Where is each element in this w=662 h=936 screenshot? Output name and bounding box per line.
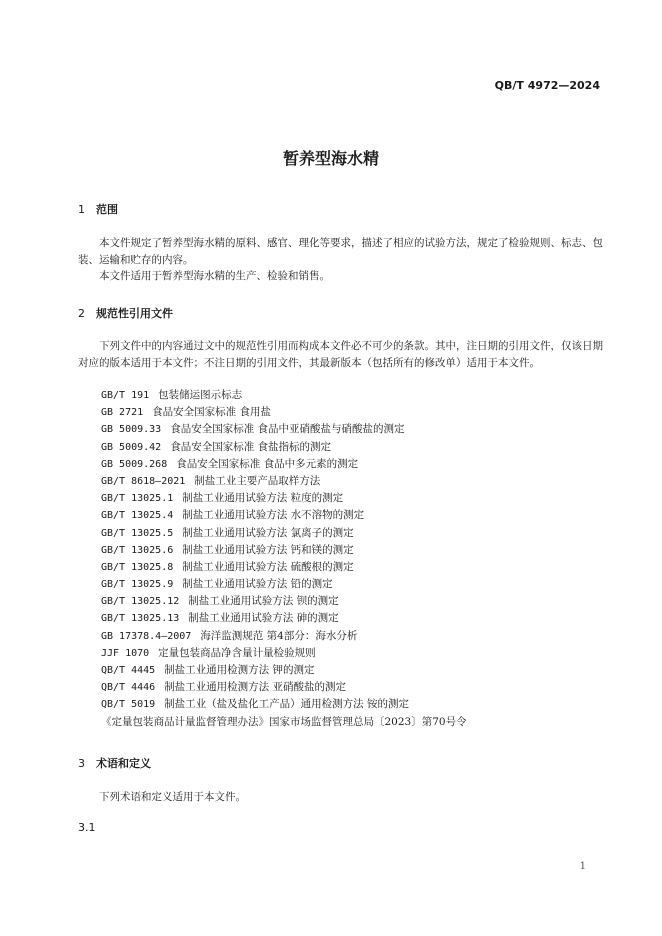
section-heading-normative-references (78, 305, 173, 321)
reference-title: 制盐工业通用试验方法 水不溶物的测定 (182, 509, 365, 522)
section-title: 范围 (96, 203, 118, 216)
reference-code: GB/T 13025.9 (101, 579, 174, 591)
reference-title: 制盐工业通用检测方法 钾的测定 (164, 664, 315, 676)
reference-title: 制盐工业主要产品取样方法 (194, 474, 321, 487)
reference-item (101, 679, 467, 696)
reference-code: GB 2721 (101, 407, 144, 419)
reference-item (101, 387, 467, 404)
reference-code: GB/T 13025.8 (101, 561, 174, 573)
reference-title: 食品安全国家标准 食品中亚硝酸盐与硝酸盐的测定 (170, 423, 405, 436)
section-heading-scope (78, 201, 118, 217)
section-title: 术语和定义 (96, 757, 151, 770)
reference-title: 海洋监测规范 第4部分：海水分析 (200, 629, 358, 642)
reference-title: 制盐工业通用试验方法 砷的测定 (188, 612, 339, 625)
reference-code: JJF 1070 (101, 647, 150, 659)
reference-code: GB/T 13025.4 (101, 510, 174, 522)
standard-number: QB/T 4972—2024 (494, 79, 600, 92)
section-title: 规范性引用文件 (96, 307, 173, 320)
paragraph: 下列文件中的内容通过文中的规范性引用而构成本文件必不可少的条款。其中，注日期的引用文件，仅该日期对应的版本适用于本文件；不注日期的引用文件，其最新版本（包括所有的修改单）适用于本文件。 (78, 340, 603, 369)
reference-title: 制盐工业通用试验方法 氯离子的测定 (182, 526, 354, 539)
reference-item (101, 662, 467, 679)
reference-code: GB/T 8618—2021 (101, 475, 186, 487)
reference-item (101, 507, 467, 524)
reference-title: 制盐工业通用试验方法 钙和镁的测定 (182, 543, 354, 556)
reference-code: GB/T 191 (101, 390, 150, 401)
reference-item (101, 559, 467, 576)
reference-item (101, 404, 467, 421)
page-number: 1 (579, 861, 586, 872)
reference-title: 《定量包装商品计量监督管理办法》国家市场监督管理总局〔2023〕第70号令 (101, 715, 467, 728)
reference-item (101, 473, 467, 490)
section-number: 2 (78, 307, 85, 320)
reference-title: 制盐工业（盐及盐化工产品）通用检测方法 铵的测定 (164, 698, 410, 711)
reference-code: GB 5009.42 (101, 441, 162, 453)
reference-code: GB/T 13025.5 (101, 527, 174, 539)
reference-list (101, 387, 467, 731)
paragraph: 本文件规定了暂养型海水精的原料、感官、理化等要求，描述了相应的试验方法，规定了检验规则、标志、包装、运输和贮存的内容。 (78, 237, 603, 266)
reference-item (101, 542, 467, 559)
reference-title: 制盐工业通用试验方法 铅的测定 (182, 578, 333, 591)
reference-item (101, 696, 467, 713)
reference-title: 制盐工业通用检测方法 亚硝酸盐的测定 (164, 681, 347, 694)
reference-item (101, 576, 467, 593)
reference-code: GB/T 13025.1 (101, 493, 174, 505)
reference-title: 食品安全国家标准 食品中多元素的测定 (176, 457, 359, 470)
reference-item (101, 610, 467, 627)
reference-code: QB/T 4446 (101, 682, 156, 694)
reference-code: GB/T 13025.13 (101, 613, 180, 625)
reference-title: 定量包装商品净含量计量检验规则 (158, 646, 316, 659)
reference-title: 食品安全国家标准 食盐指标的测定 (170, 440, 332, 453)
section-number: 1 (78, 203, 85, 216)
reference-item (101, 593, 467, 610)
reference-code: GB 5009.33 (101, 424, 162, 436)
section-number: 3 (78, 757, 85, 770)
reference-item (101, 628, 467, 645)
reference-code: QB/T 4445 (101, 665, 156, 676)
paragraph: 下列术语和定义适用于本文件。 (99, 791, 246, 803)
paragraph: 本文件适用于暂养型海水精的生产、检验和销售。 (99, 270, 330, 282)
reference-title: 制盐工业通用试验方法 粒度的测定 (182, 492, 344, 505)
reference-item (101, 525, 467, 542)
reference-item (101, 421, 467, 438)
reference-item (101, 714, 467, 731)
reference-item (101, 490, 467, 507)
reference-title: 制盐工业通用试验方法 钡的测定 (188, 595, 339, 608)
reference-code: GB 17378.4—2007 (101, 630, 192, 642)
document-title: 暂养型海水精 (282, 149, 379, 168)
reference-code: QB/T 5019 (101, 699, 156, 711)
reference-code: GB/T 13025.6 (101, 544, 174, 556)
reference-title: 食品安全国家标准 食用盐 (152, 406, 271, 419)
reference-title: 包装储运图示标志 (158, 389, 243, 401)
subsection-number: 3.1 (78, 821, 96, 834)
section-heading-terms-definitions (78, 755, 151, 771)
reference-item (101, 456, 467, 473)
reference-code: GB 5009.268 (101, 458, 168, 470)
reference-item (101, 645, 467, 662)
reference-code: GB/T 13025.12 (101, 596, 180, 608)
reference-title: 制盐工业通用试验方法 硫酸根的测定 (182, 560, 354, 573)
reference-item (101, 439, 467, 456)
